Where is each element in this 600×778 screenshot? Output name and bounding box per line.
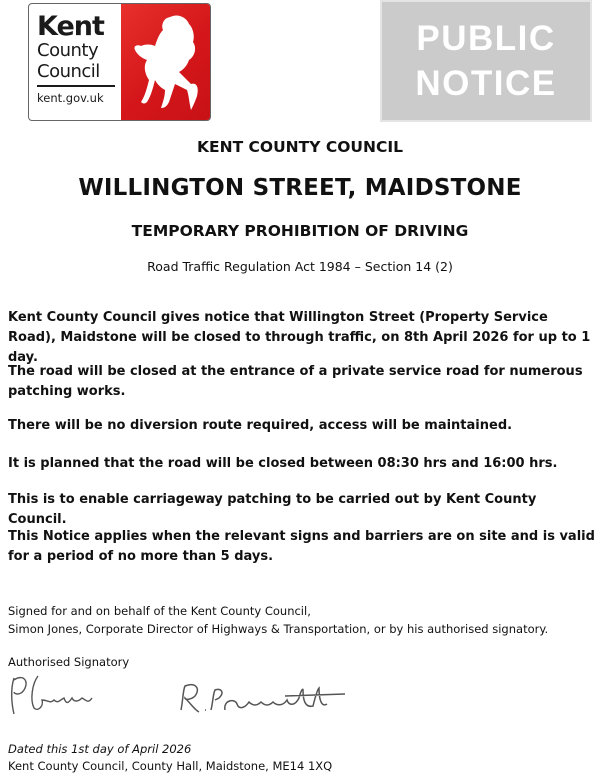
public-notice-badge bbox=[380, 0, 592, 122]
council-address: Kent County Council, County Hall, Maidstone, ME14 1XQ bbox=[8, 759, 333, 773]
notice-paragraph: This Notice applies when the relevant signs and barriers are on site and is valid for a period of no more than 5 days. bbox=[8, 529, 595, 564]
notice-paragraph: It is planned that the road will be closed between 08:30 hrs and 16:00 hrs. bbox=[8, 456, 558, 471]
logo-wordmark bbox=[29, 4, 121, 120]
kent-county-council-logo bbox=[28, 3, 211, 121]
order-type-heading: TEMPORARY PROHIBITION OF DRIVING bbox=[131, 222, 469, 240]
notice-paragraph: Kent County Council gives notice that Willington Street (Property Service Road), Maidstone will be closed to through traffic, on 8th April 2026 for up to 1 day. bbox=[8, 310, 591, 365]
legislation-reference: Road Traffic Regulation Act 1984 – Section 14 (2) bbox=[147, 259, 453, 274]
notice-paragraph: This is to enable carriageway patching to be carried out by Kent County Council. bbox=[8, 492, 537, 527]
badge-line-notice: NOTICE bbox=[415, 64, 557, 103]
logo-line-kent: Kent bbox=[37, 11, 104, 42]
notice-paragraph: The road will be closed at the entrance of a private service road for numerous patching works. bbox=[8, 364, 583, 399]
dated-line: Dated this 1st day of April 2026 bbox=[8, 742, 192, 756]
logo-divider bbox=[37, 85, 115, 87]
logo-red-panel bbox=[121, 4, 210, 120]
authority-heading: KENT COUNTY COUNCIL bbox=[197, 138, 403, 156]
signature-2-icon bbox=[175, 680, 355, 720]
badge-line-public: PUBLIC bbox=[416, 19, 556, 58]
signoff-line-1: Signed for and on behalf of the Kent County Council, bbox=[8, 604, 311, 618]
signoff-line-2: Simon Jones, Corporate Director of Highways & Transportation, or by his authorised signatory. bbox=[8, 622, 549, 636]
white-horse-icon bbox=[127, 10, 205, 114]
location-title: WILLINGTON STREET, MAIDSTONE bbox=[78, 175, 522, 201]
logo-url: kent.gov.uk bbox=[37, 91, 104, 105]
logo-line-council: Council bbox=[37, 61, 100, 82]
logo-line-county: County bbox=[37, 40, 99, 61]
signature-1-icon bbox=[8, 670, 118, 720]
notice-paragraph: There will be no diversion route required, access will be maintained. bbox=[8, 418, 513, 433]
authorised-signatory-label: Authorised Signatory bbox=[8, 655, 130, 669]
